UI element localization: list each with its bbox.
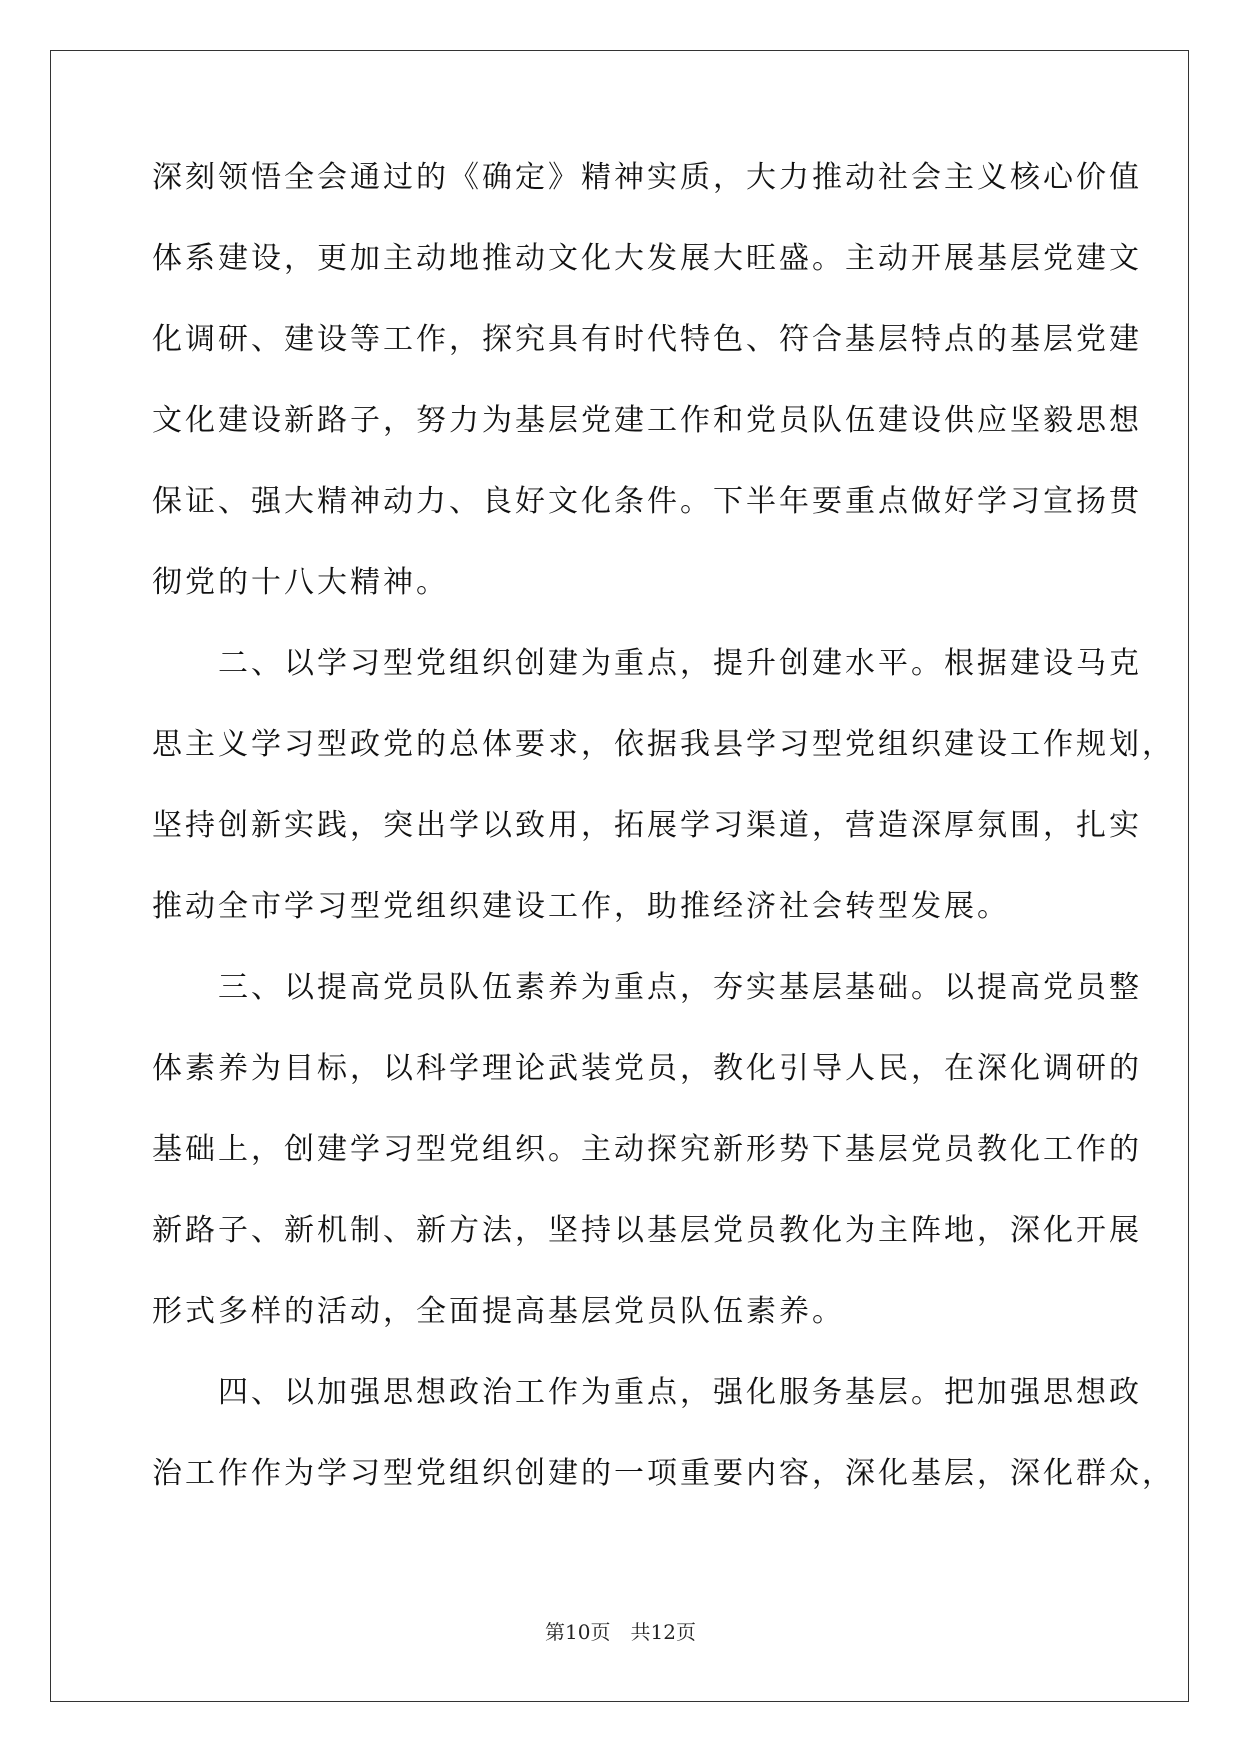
text-line: 文化建设新路子，努力为基层党建工作和党员队伍建设供应坚毅思想	[152, 403, 1142, 438]
text-line: 彻党的十八大精神。	[152, 565, 449, 600]
document-body	[152, 160, 1175, 1537]
text-line: 三、以提高党员队伍素养为重点，夯实基层基础。以提高党员整	[152, 970, 1142, 1005]
text-line: 体素养为目标，以科学理论武装党员，教化引导人民，在深化调研的	[152, 1051, 1142, 1086]
text-line: 二、以学习型党组织创建为重点，提升创建水平。根据建设马克	[152, 646, 1142, 681]
text-line: 思主义学习型政党的总体要求，依据我县学习型党组织建设工作规划，	[152, 727, 1175, 762]
text-line: 保证、强大精神动力、良好文化条件。下半年要重点做好学习宣扬贯	[152, 484, 1142, 519]
page-number-footer: 第10页 共12页	[545, 1620, 696, 1644]
text-line: 化调研、建设等工作，探究具有时代特色、符合基层特点的基层党建	[152, 322, 1142, 357]
text-line: 推动全市学习型党组织建设工作，助推经济社会转型发展。	[152, 889, 1010, 924]
text-line: 形式多样的活动，全面提高基层党员队伍素养。	[152, 1294, 845, 1329]
text-line: 四、以加强思想政治工作为重点，强化服务基层。把加强思想政	[152, 1375, 1142, 1410]
text-line: 坚持创新实践，突出学以致用，拓展学习渠道，营造深厚氛围，扎实	[152, 808, 1142, 843]
text-line: 体系建设，更加主动地推动文化大发展大旺盛。主动开展基层党建文	[152, 241, 1142, 276]
text-line: 基础上，创建学习型党组织。主动探究新形势下基层党员教化工作的	[152, 1132, 1142, 1167]
text-line: 治工作作为学习型党组织创建的一项重要内容，深化基层，深化群众，	[152, 1456, 1175, 1491]
text-line: 深刻领悟全会通过的《确定》精神实质，大力推动社会主义核心价值	[152, 160, 1142, 195]
text-line: 新路子、新机制、新方法，坚持以基层党员教化为主阵地，深化开展	[152, 1213, 1142, 1248]
